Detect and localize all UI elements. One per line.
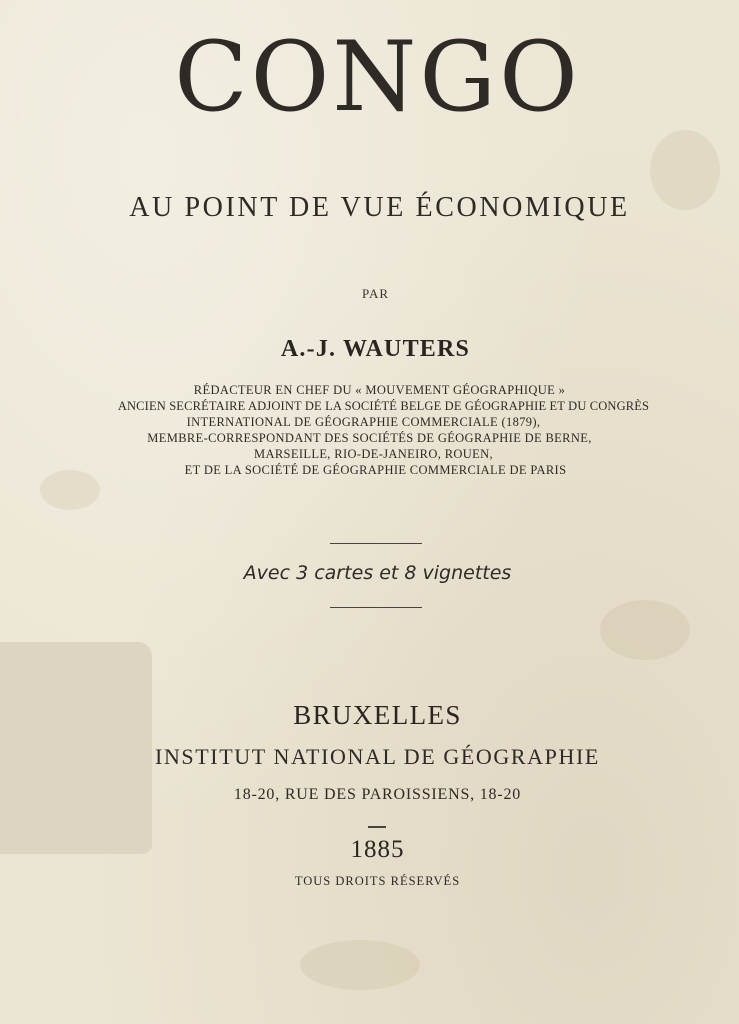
book-title: CONGO bbox=[174, 21, 581, 133]
credential-line: MEMBRE-CORRESPONDANT DES SOCIÉTÉS DE GÉOGRAPHIE DE BERNE, bbox=[147, 431, 592, 445]
credential-line: ANCIEN SECRÉTAIRE ADJOINT DE LA SOCIÉTÉ BELGE DE GÉOGRAPHIE ET DU CONGRÈS bbox=[117, 399, 650, 413]
credential-line: RÉDACTEUR EN CHEF DU « MOUVEMENT GÉOGRAPHIQUE » bbox=[193, 383, 566, 397]
credential-line: MARSEILLE, RIO-DE-JANEIRO, ROUEN, bbox=[254, 447, 493, 461]
paper-stain bbox=[300, 940, 420, 990]
illustrations-note: Avec 3 cartes et 8 vignettes bbox=[243, 562, 512, 584]
paper-stain bbox=[600, 600, 690, 660]
divider-rule bbox=[368, 826, 386, 828]
author-name: A.-J. WAUTERS bbox=[280, 336, 471, 362]
book-subtitle: AU POINT DE VUE ÉCONOMIQUE bbox=[129, 192, 630, 223]
by-line: PAR bbox=[361, 286, 390, 301]
publication-year: 1885 bbox=[350, 836, 405, 863]
credential-line: ET DE LA SOCIÉTÉ DE GÉOGRAPHIE COMMERCIALE DE PARIS bbox=[184, 463, 567, 477]
publication-city: BRUXELLES bbox=[293, 700, 462, 730]
divider-rule bbox=[330, 543, 422, 544]
rights-notice: TOUS DROITS RÉSERVÉS bbox=[294, 874, 461, 888]
publisher-name: INSTITUT NATIONAL DE GÉOGRAPHIE bbox=[155, 744, 600, 769]
divider-rule bbox=[330, 607, 422, 608]
credential-line: INTERNATIONAL DE GÉOGRAPHIE COMMERCIALE (1879), bbox=[186, 415, 541, 429]
publisher-address: 18-20, RUE DES PAROISSIENS, 18-20 bbox=[233, 786, 522, 803]
